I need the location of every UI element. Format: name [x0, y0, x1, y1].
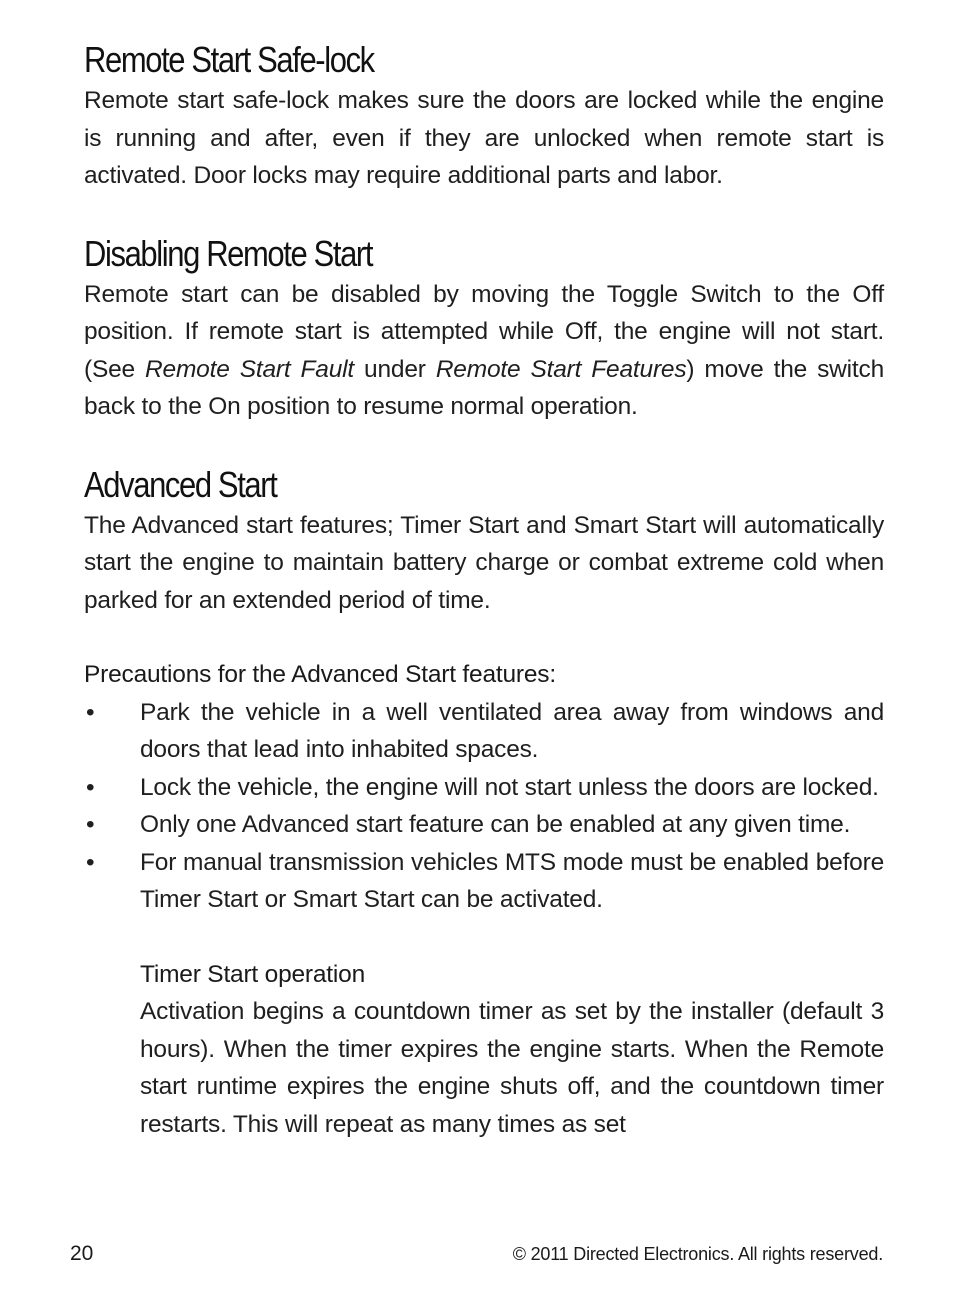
paragraph-advanced: The Advanced start features; Timer Start and Smart Start will automatically start the engine to maintain battery charge or combat extreme cold when parked for an extended period of time. [84, 511, 884, 614]
section-advanced [84, 463, 884, 1144]
copyright-notice: © 2011 Directed Electronics. All rights reserved. [512, 1244, 883, 1264]
list-item-text: Only one Advanced start feature can be enabled at any given time. [140, 811, 851, 838]
text-run: ) move the switch back to the On position to resume normal operation. [84, 355, 884, 420]
italic-reference: Remote Start Features [435, 355, 687, 383]
list-item-text: For manual transmission vehicles MTS mode must be enabled before Timer Start or Smart Start can be activated. [140, 848, 884, 913]
list-item-text: Lock the vehicle, the engine will not start unless the doors are locked. [140, 773, 879, 801]
heading-advanced: Advanced Start [84, 463, 277, 505]
section-spacer [84, 619, 884, 656]
text-run: Remote start can be disabled by moving the Toggle Switch to the Off position. If remote start is attempted while Off, the engine will not start. (See [84, 280, 884, 383]
section-spacer [84, 426, 884, 463]
section-safe-lock [84, 38, 884, 195]
heading-disabling: Disabling Remote Start [84, 232, 373, 274]
paragraph-disabling [84, 276, 884, 426]
page-number: 20 [70, 1242, 94, 1265]
section-disabling [84, 232, 884, 426]
bullet-icon: • [86, 848, 95, 876]
list-item-text: Park the vehicle in a well ventilated area away from windows and doors that lead into inhabited spaces. [140, 698, 884, 763]
section-spacer [84, 195, 884, 232]
paragraph-safe-lock: Remote start safe-lock makes sure the doors are locked while the engine is running and after, even if they are unlocked when remote start is activated. Door locks may require additional parts and labor. [84, 87, 884, 189]
list-item [84, 844, 884, 919]
precautions-heading: Precautions for the Advanced Start features: [84, 661, 556, 688]
heading-safe-lock: Remote Start Safe-lock [84, 39, 374, 80]
list-item [84, 694, 884, 769]
list-item [84, 806, 884, 844]
text-run: under [353, 355, 436, 383]
bullet-icon: • [86, 773, 95, 801]
italic-reference: Remote Start Fault [145, 355, 354, 383]
page-content [84, 38, 884, 1143]
precautions-list [84, 694, 884, 919]
bullet-icon: • [86, 811, 95, 838]
list-item [84, 769, 884, 807]
bullet-icon: • [86, 698, 95, 726]
paragraph-timer-start: Activation begins a countdown timer as set by the installer (default 3 hours). When the timer expires the engine starts. When the Remote start runtime expires the engine shuts off, and the countdown timer restarts. This will repeat as many times as set [140, 998, 884, 1138]
timer-start-heading: Timer Start operation [140, 960, 366, 988]
